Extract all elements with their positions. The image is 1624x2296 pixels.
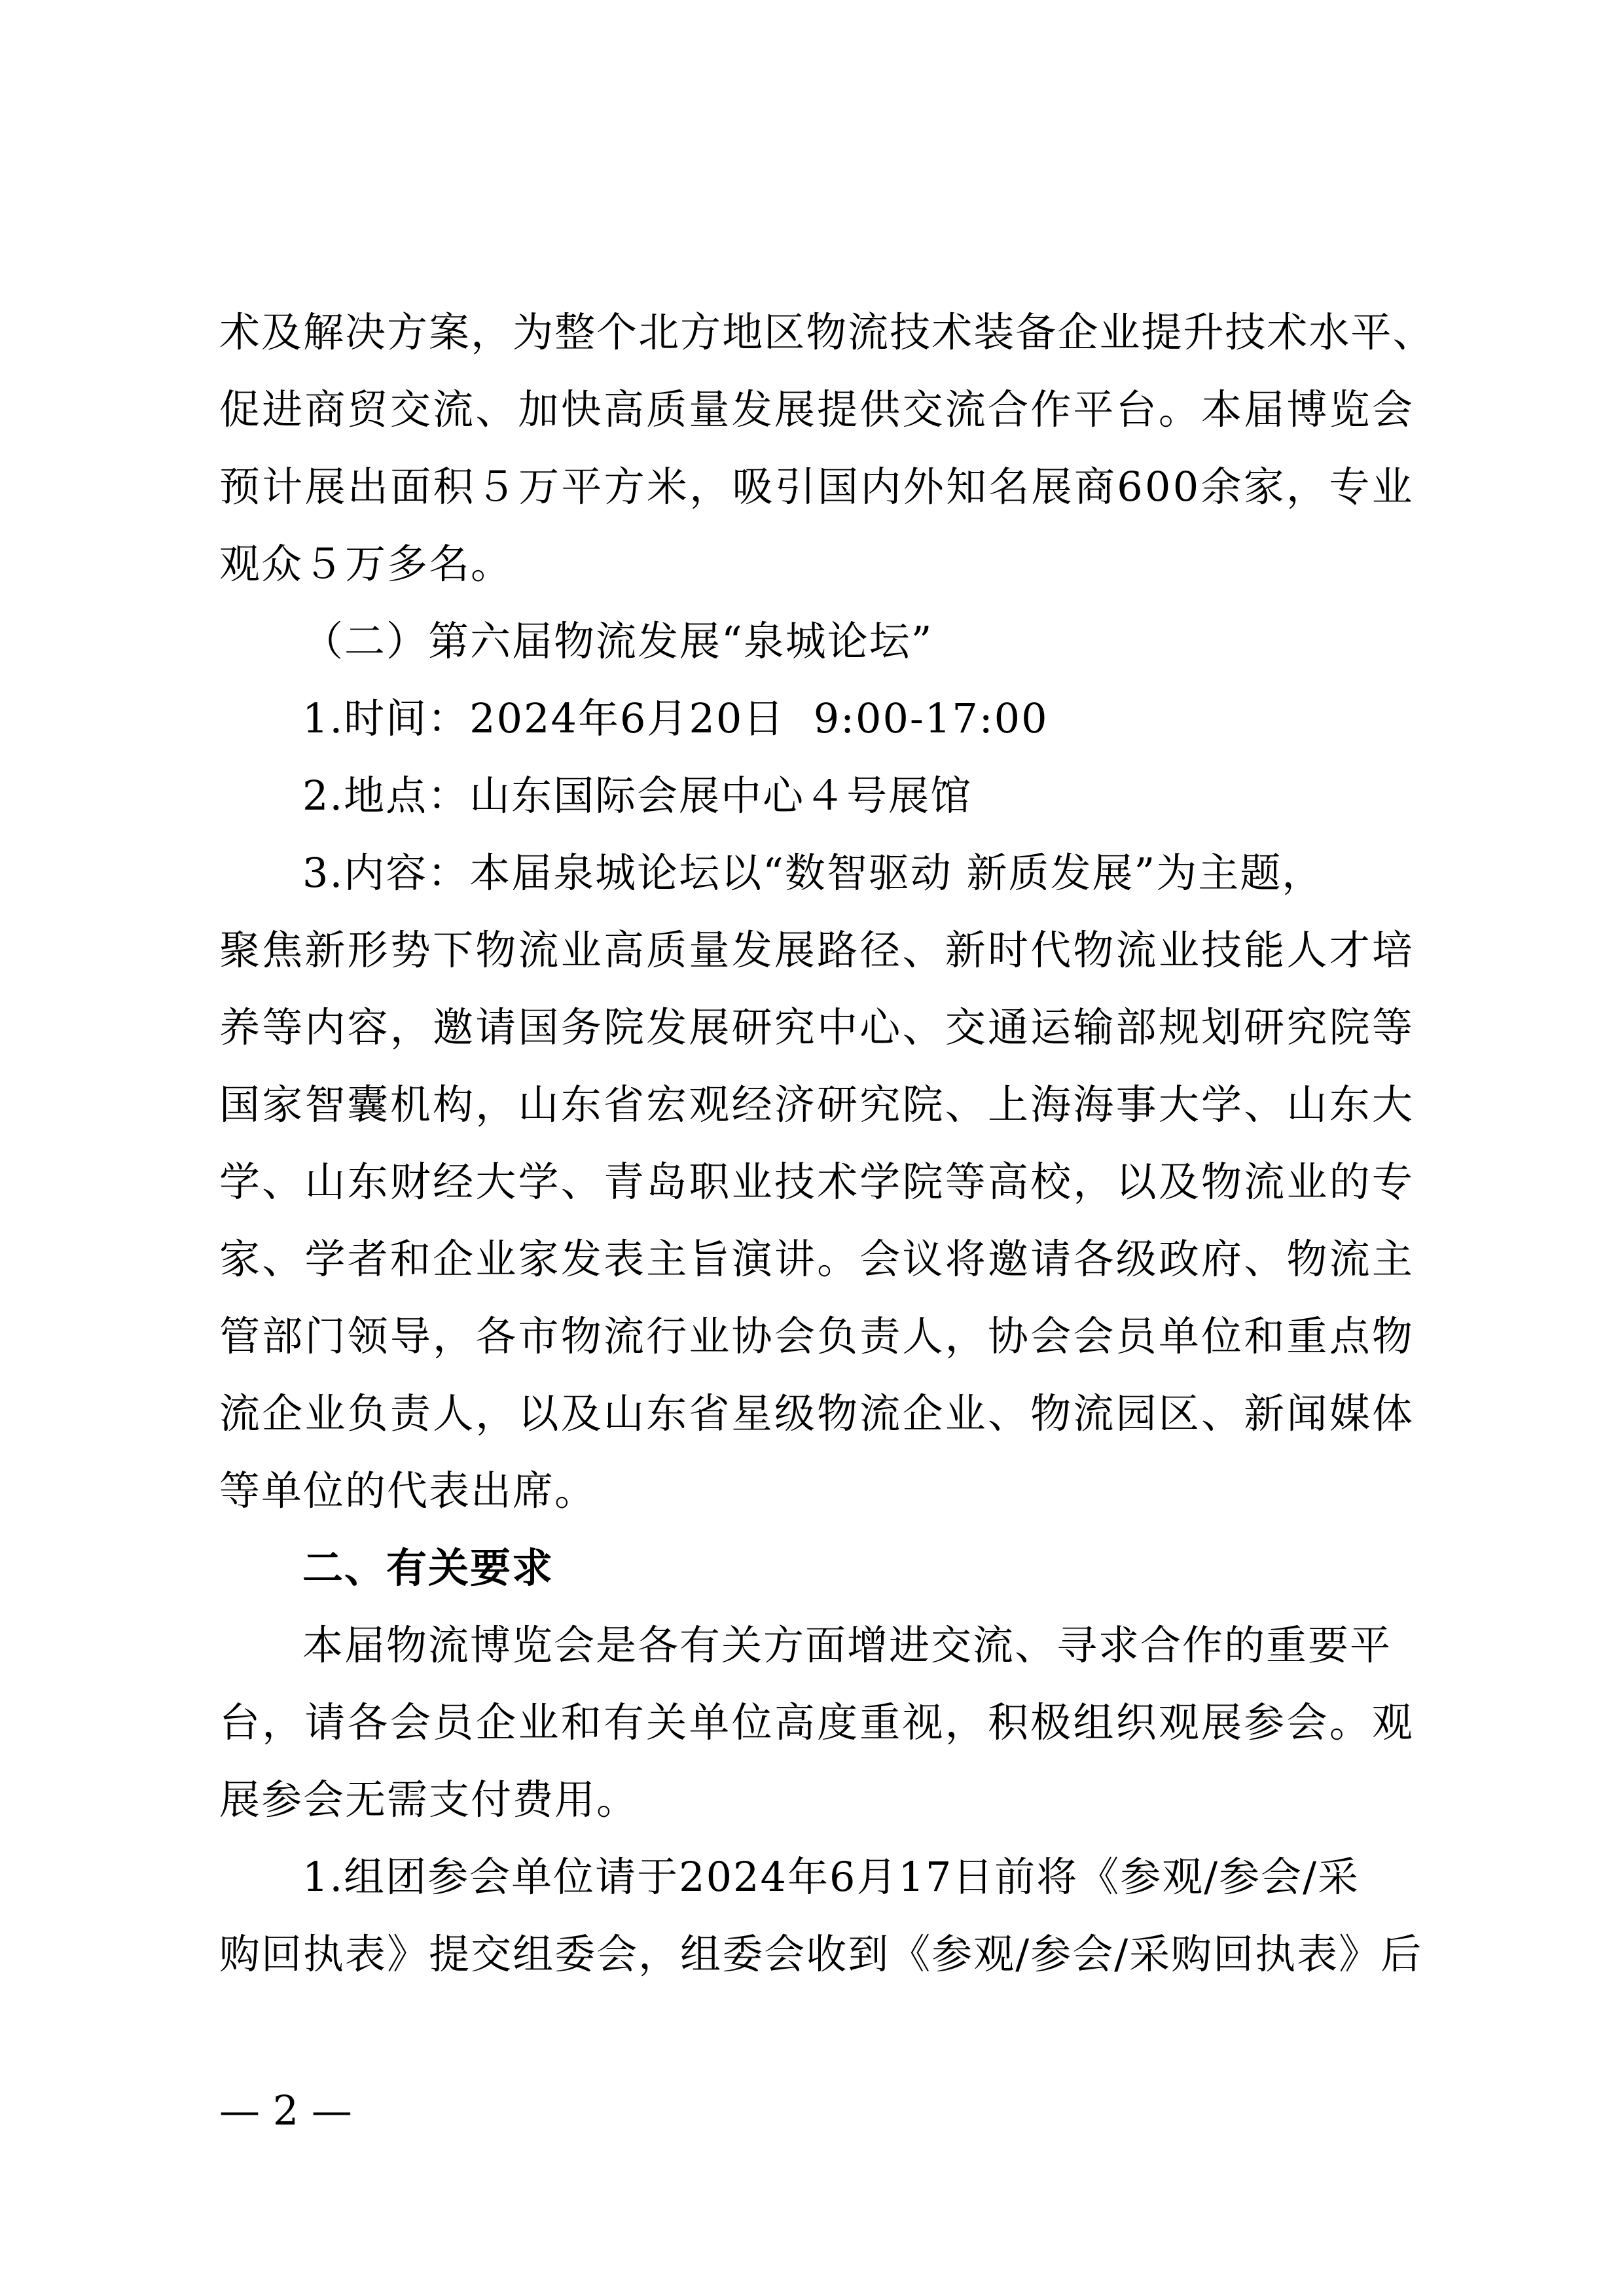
text-line: 本届物流博览会是各有关方面增进交流、寻求合作的重要平 bbox=[302, 1621, 1392, 1669]
text-line: 国 家 智 囊 机 构 ， 山 东 省 宏 观 经 济 研 究 院 、 上 海 海 事 大 学 、 山 东 大 bbox=[219, 1081, 1414, 1128]
text-line: 聚 焦 新 形 势 下 物 流 业 高 质 量 发 展 路 径 、 新 时 代 物 流 业 技 能 人 才 培 bbox=[219, 926, 1414, 974]
text-line: 学 、 山 东 财 经 大 学 、 青 岛 职 业 技 术 学 院 等 高 校 ， 以 及 物 流 业 的 专 bbox=[219, 1158, 1414, 1206]
text-line: 术 及 解 决 方 案 ， 为 整 个 北 方 地 区 物 流 技 术 装 备 企 业 提 升 技 术 水 平 、 bbox=[219, 308, 1435, 356]
section-heading: 二、有关要求 bbox=[302, 1544, 554, 1592]
text-line: 台 ， 请 各 会 员 企 业 和 有 关 单 位 高 度 重 视 ， 积 极 组 织 观 展 参 会 。 观 bbox=[219, 1698, 1414, 1746]
text-line: 2.地点：山东国际会展中心４号展馆 bbox=[302, 772, 973, 819]
text-line: 预 计 展 出 面 积 ５ 万 平 方 米 ， 吸 引 国 内 外 知 名 展 商 6 0 0 余 家 ， 专 业 bbox=[219, 463, 1414, 511]
text-line: 促 进 商 贸 交 流 、 加 快 高 质 量 发 展 提 供 交 流 合 作 平 台 。 本 届 博 览 会 bbox=[219, 386, 1414, 433]
page-number: — 2 — bbox=[219, 2087, 352, 2134]
text-line: 管 部 门 领 导 ， 各 市 物 流 行 业 协 会 负 责 人 ， 协 会 会 员 单 位 和 重 点 物 bbox=[219, 1312, 1414, 1360]
text-line: 1.时间：2024年6月20日 9:00-17:00 bbox=[302, 694, 1049, 742]
text-line: 等单位的代表出席。 bbox=[219, 1467, 597, 1515]
text-line: 家 、 学 者 和 企 业 家 发 表 主 旨 演 讲 。 会 议 将 邀 请 各 级 政 府 、 物 流 主 bbox=[219, 1235, 1414, 1283]
text-line: 展参会无需支付费用。 bbox=[219, 1776, 639, 1823]
text-line: 1.组团参会单位请于2024年6月17日前将《参观/参会/采 bbox=[302, 1853, 1360, 1901]
text-line: 流 企 业 负 责 人 ， 以 及 山 东 省 星 级 物 流 企 业 、 物 流 园 区 、 新 闻 媒 体 bbox=[219, 1390, 1414, 1437]
text-line: 观众５万多名。 bbox=[219, 540, 513, 588]
section-heading: （二）第六届物流发展“泉城论坛” bbox=[302, 617, 933, 665]
text-line: 3.内容：本届泉城论坛以“数智驱动 新质发展”为主题， bbox=[302, 849, 1324, 897]
text-line: 购 回 执 表 》 提 交 组 委 会 ， 组 委 会 收 到 《 参 观 / 参 会 / 采 购 回 执 表 》 后 bbox=[219, 1930, 1423, 1978]
text-line: 养 等 内 容 ， 邀 请 国 务 院 发 展 研 究 中 心 、 交 通 运 输 部 规 划 研 究 院 等 bbox=[219, 1003, 1414, 1051]
